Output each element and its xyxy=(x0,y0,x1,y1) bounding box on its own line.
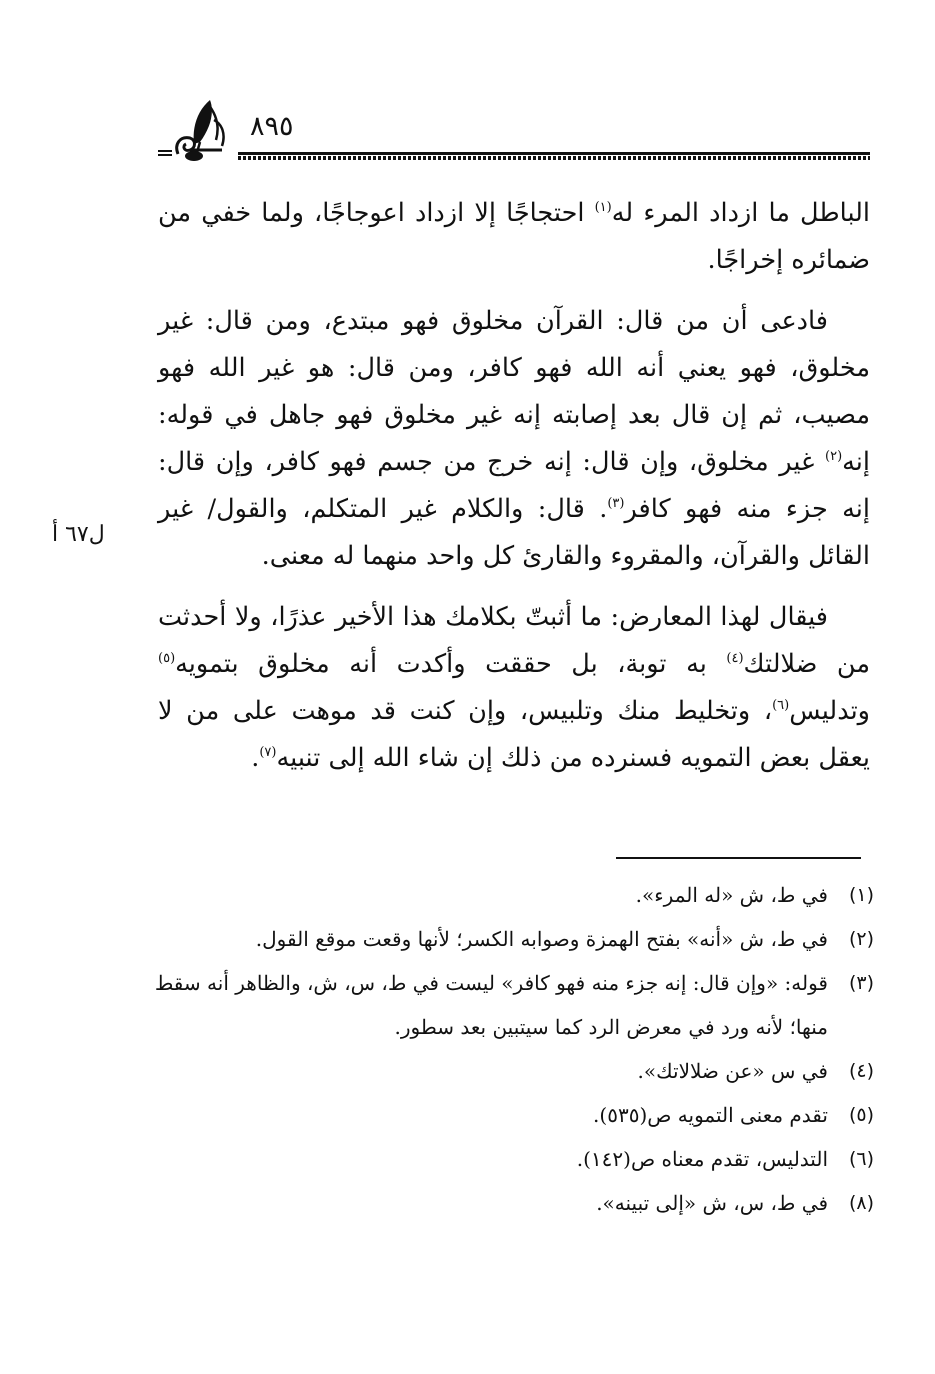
footnote-item xyxy=(148,873,874,917)
footnote-item xyxy=(148,1181,874,1225)
footnote-number: (٢) xyxy=(848,928,874,950)
footnote-text: في ط، س، ش «إلى تبينه». xyxy=(596,1191,828,1215)
footnote-item xyxy=(148,917,874,961)
paragraph-2: فادعى أن من قال: القرآن مخلوق فهو مبتدع، ومن قال: غير مخلوق، فهو يعني أنه الله فهو كافر، ومن قال: هو غير الله فهو مصيب، ثم إن قال بعد إصابته إنه غير مخلوق فهو جاهل في قوله: إنه$^{(٢)}$ غير مخلوق، وإن قال: إنه خرج من جسم فهو كافر، وإن قال: إنه جزء منه فهو كافر$^{(٣)}$. قال: والكلام غير المتكلم، والقول/ غير القائل والقرآن، والمقروء والقارئ كل واحد منهما له معنى. xyxy=(158,306,870,571)
footnote-number: (٥) xyxy=(848,1104,874,1126)
footnote-ref-4: (٤) xyxy=(726,651,744,666)
footnote-ref-5: (٥) xyxy=(158,651,176,666)
footnote-number: (٤) xyxy=(848,1060,874,1082)
footnote-ref-3: (٣) xyxy=(607,496,625,511)
footnote-ref-7: (٧) xyxy=(259,745,277,760)
footnotes-list xyxy=(148,873,874,1225)
footnote-separator xyxy=(616,857,861,859)
footnote-ref-1: (١) xyxy=(594,200,612,215)
footnote-text: في س «عن ضلالاتك». xyxy=(637,1059,828,1083)
footnote-item xyxy=(148,961,874,1049)
footnote-item xyxy=(148,1137,874,1181)
page-header xyxy=(150,96,870,168)
footnote-item xyxy=(148,1093,874,1137)
main-text xyxy=(158,190,870,782)
footnote-number: (٣) xyxy=(848,972,874,994)
paragraph-1: الباطل ما ازداد المرء له$^{(١)}$ احتجاجًا إلا ازداد اعوجاجًا، ولما خفي من ضمائره إخراجًا. xyxy=(158,198,870,275)
header-rule xyxy=(238,152,870,160)
footnote-ref-2: (٢) xyxy=(825,449,843,464)
footnote-item xyxy=(148,1049,874,1093)
footnote-text: التدليس، تقدم معناه ص(١٤٢). xyxy=(576,1147,828,1171)
footnote-number: (٨) xyxy=(848,1192,874,1214)
footnote-number: (١) xyxy=(848,884,874,906)
page-number: ٨٩٥ xyxy=(250,111,294,142)
footnote-number: (٦) xyxy=(848,1148,874,1170)
footnote-text: قوله: «وإن قال: إنه جزء منه فهو كافر» ليست في ط، س، ش، والظاهر أنه سقط منها؛ لأنه ورد في معرض الرد كما سيتبين بعد سطور. xyxy=(154,971,828,1039)
manuscript-folio-note: ل٦٧ أ xyxy=(52,522,105,547)
footnote-text: في ط، ش «أنه» بفتح الهمزة وصوابه الكسر؛ لأنها وقعت موقع القول. xyxy=(255,927,828,951)
footnote-ref-6: (٦) xyxy=(772,698,790,713)
footnote-text: في ط، ش «له المرء». xyxy=(635,883,828,907)
quill-scroll-icon xyxy=(170,96,232,162)
footnote-text: تقدم معنى التمويه ص(٥٣٥). xyxy=(593,1103,828,1127)
paragraph-3: فيقال لهذا المعارض: ما أثبتّ بكلامك هذا الأخير عذرًا، ولا أحدثت من ضلالتك$^{(٤)}$ به توبة، بل حققت وأكدت أنه مخلوق بتمويه$^{(٥)}$ وتدليس$^{(٦)}$، وتخليط منك وتلبيس، وإن كنت قد موهت على من لا يعقل بعض التمويه فسنرده من ذلك إن شاء الله إلى تنبيه$^{(٧)}$. xyxy=(158,602,870,773)
